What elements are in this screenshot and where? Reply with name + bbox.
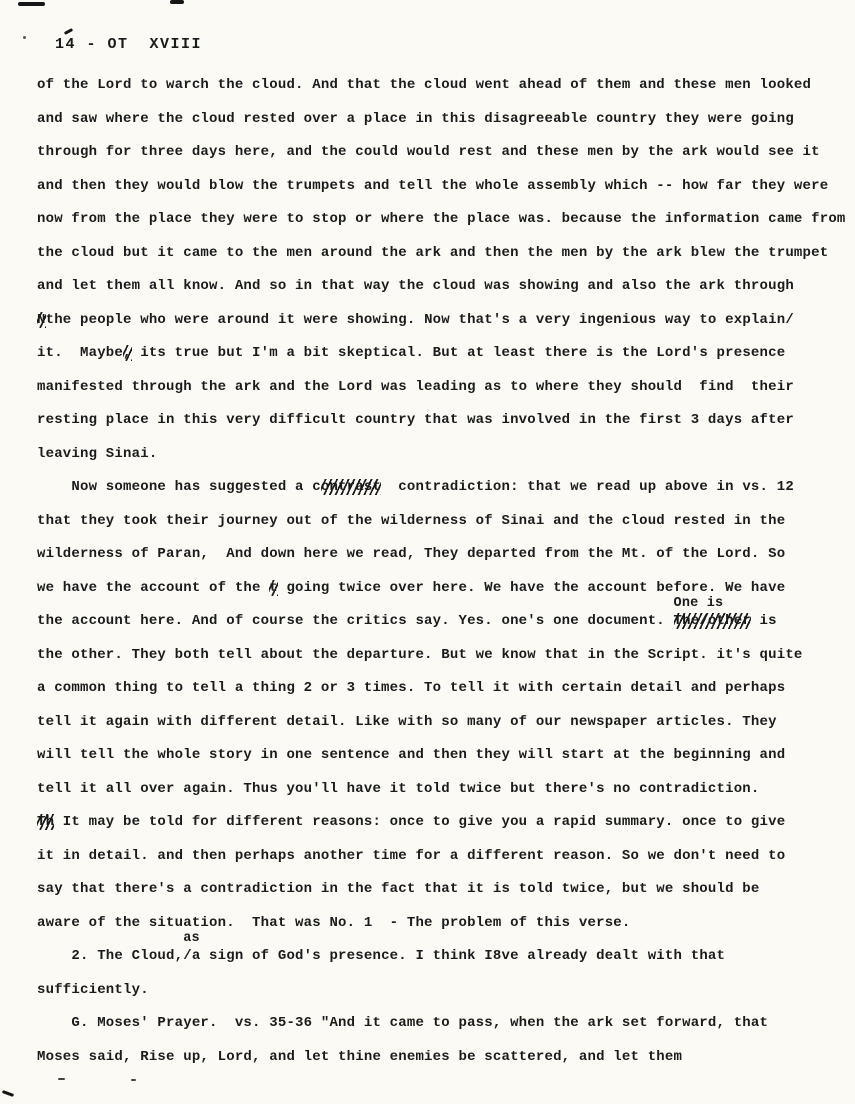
text-segment: it in detail. and then perhaps another time for a different reason. So we don't need to	[37, 847, 786, 864]
text-segment: G. Moses' Prayer. vs. 35-36 "And it came to pass, when the ark set forward, that	[37, 1015, 769, 1031]
text-segment: will tell the whole story in one sentence and then they will start at the beginning and	[37, 747, 786, 763]
text-segment: leaving Sinai.	[37, 445, 158, 462]
text-line	[37, 237, 849, 271]
text-segment: going twice over here. We have the account before. We have	[277, 579, 786, 596]
struck-out-text: t	[269, 579, 278, 596]
scan-artifact	[131, 1079, 136, 1081]
text-segment: we have the account of the	[37, 579, 270, 596]
text-segment: tell it again with different detail. Like with so many of our newspaper articles. They	[37, 713, 777, 730]
text-segment: manifested through the ark and the Lord was leading as to where they should find their	[37, 378, 794, 395]
text-line: the account here. And of course the critics say. Yes. one's one document. One is The/other is	[37, 595, 777, 629]
text-segment: /a sign of God's presence. I think I8ve already dealt with that	[183, 948, 726, 964]
text-segment: its true but I'm a bit skeptical. But at least there is the Lord's presence	[131, 345, 786, 361]
text-line	[37, 1007, 849, 1041]
text-segment: of the Lord to warch the cloud. And that the cloud went ahead of them and these men looked	[37, 77, 812, 93]
text-segment: the account here. And of course the critics say. Yes. one's one document.	[37, 613, 674, 629]
text-line	[37, 538, 849, 572]
text-lines	[37, 69, 849, 1074]
text-line	[37, 203, 849, 237]
text-line: 2. The Cloud, as /a sign of God's presence. I think I8ve already dealt with that	[37, 930, 726, 964]
text-line	[37, 706, 849, 740]
struck-out-text: The/other	[673, 613, 751, 629]
text-segment: tell it all over again. Thus you'll have it told twice but there's no contradiction.	[37, 780, 760, 797]
text-segment: a common thing to tell a thing 2 or 3 times. To tell it with certain detail and perhaps	[37, 680, 786, 696]
scan-artifact	[23, 36, 26, 39]
text-line	[37, 773, 849, 807]
text-segment: it. Maybe	[37, 345, 124, 361]
text-segment: and let them all know. And so in that way the cloud was showing and also the ark through	[37, 278, 794, 294]
text-line	[37, 572, 849, 606]
text-segment: wilderness of Paran, And down here we read, They departed from the Mt. of the Lord. So	[37, 546, 786, 562]
struck-out-text: N	[37, 311, 46, 328]
text-line	[37, 337, 849, 371]
text-segment: resting place in this very difficult country that was involved in the first 3 days after	[37, 412, 794, 428]
text-line	[37, 136, 849, 170]
text-segment: the people who were around it were showing. Now that's a very ingenious way to explain/	[45, 311, 794, 328]
text-line	[37, 907, 849, 941]
text-segment: now from the place they were to stop or where the place was. because the information came from	[37, 211, 846, 227]
text-line	[37, 371, 849, 405]
text-segment: through for three days here, and the could would rest and these men by the ark would see it	[37, 144, 820, 160]
text-segment: is	[750, 613, 777, 629]
text-line	[37, 974, 849, 1008]
text-line	[37, 505, 849, 539]
text-line	[37, 1041, 849, 1075]
text-line	[37, 170, 849, 204]
text-line	[37, 840, 849, 874]
text-line	[37, 739, 849, 773]
text-segment: and then they would blow the trumpets and tell the whole assembly which -- how far they were	[37, 177, 829, 194]
text-segment: 2. The Cloud,	[37, 948, 184, 964]
text-segment: the other. They both tell about the departure. But we know that in the Script. it's quite	[37, 646, 803, 663]
text-line	[37, 270, 849, 304]
text-segment: say that there's a contradiction in the fact that it is told twice, but we should be	[37, 881, 760, 897]
text-line	[37, 471, 849, 505]
text-line	[37, 404, 849, 438]
page-header: 14 - OT XVIII	[55, 36, 203, 53]
text-line	[37, 438, 849, 472]
text-line	[37, 639, 849, 673]
scan-artifact	[18, 2, 45, 6]
scan-artifact	[2, 1090, 14, 1097]
scan-artifact	[64, 28, 73, 35]
text-segment: It may be told for different reasons: once to give you a rapid summary. once to give	[54, 814, 786, 830]
text-segment: and saw where the cloud rested over a place in this disagreeable country they were going	[37, 110, 794, 127]
struck-out-text: ontrast	[320, 479, 382, 495]
text-segment: Now someone has suggested a c	[37, 479, 321, 495]
text-line	[37, 672, 849, 706]
text-segment: that they took their journey out of the wilderness of Sinai and the cloud rested in the	[37, 512, 786, 529]
text-line	[37, 806, 849, 840]
text-line	[37, 103, 849, 137]
text-line	[37, 873, 849, 907]
struck-out-text: Th	[37, 814, 55, 830]
text-line	[37, 304, 849, 338]
text-line	[37, 69, 849, 103]
text-segment: Moses said, Rise up, Lord, and let thine enemies be scattered, and let them	[37, 1048, 683, 1065]
text-segment: the cloud but it came to the men around the ark and then the men by the ark blew the trumpet	[37, 244, 829, 261]
text-segment: aware of the situation. That was No. 1 - The problem of this verse.	[37, 914, 631, 931]
scan-artifact	[170, 0, 184, 4]
scan-artifact	[58, 1078, 65, 1080]
struck-out-text: ,	[123, 345, 132, 361]
text-segment: sufficiently.	[37, 981, 149, 998]
text-segment: contradiction: that we read up above in vs. 12	[381, 479, 794, 495]
